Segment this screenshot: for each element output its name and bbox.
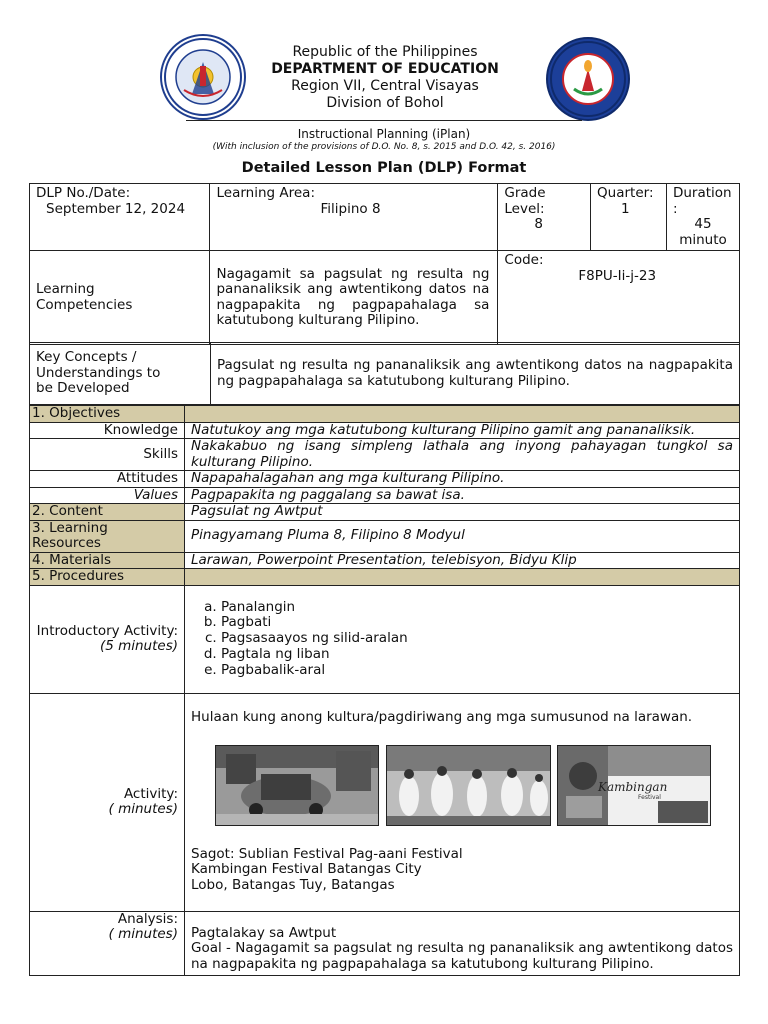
materials-label-cell bbox=[30, 552, 185, 569]
quarter-label: Quarter: bbox=[597, 185, 654, 201]
content-label: 2. Content bbox=[32, 503, 103, 519]
list-item: a. Panalangin bbox=[221, 600, 733, 616]
analysis-title: Pagtalakay sa Awtput bbox=[191, 924, 337, 941]
analysis-cell bbox=[185, 911, 740, 975]
analysis-goal: Goal - Nagagamit sa pagsulat ng resulta ng pananaliksik ang awtentikong datos na nagpapakita ng pagpapahalaga sa katutubong kulturang Pilipino. bbox=[191, 940, 733, 972]
dlp-date-label: DLP No./Date: bbox=[36, 185, 131, 201]
activity-label: Activity: bbox=[123, 785, 178, 802]
competency-code-cell bbox=[498, 251, 740, 345]
content-text: Pagsulat ng Awtput bbox=[191, 503, 323, 519]
materials-text: Larawan, Powerpoint Presentation, telebisyon, Bidyu Klip bbox=[191, 551, 577, 568]
content-cell bbox=[185, 504, 740, 521]
materials-label: 4. Materials bbox=[32, 551, 112, 568]
competencies-text-cell bbox=[210, 251, 498, 345]
quarter-value: 1 bbox=[621, 200, 630, 217]
procedures-heading bbox=[30, 569, 185, 586]
duration-cell bbox=[666, 184, 739, 251]
intro-time: (5 minutes) bbox=[99, 638, 178, 654]
objectives-label: 1. Objectives bbox=[32, 405, 121, 421]
knowledge-label: Knowledge bbox=[103, 421, 178, 438]
activity-prompt: Hulaan kung anong kultura/pagdiriwang ang mga sumusunod na larawan. bbox=[191, 708, 693, 725]
parade-photo-graphic bbox=[216, 746, 378, 825]
duration-value: 45 minuto bbox=[679, 216, 727, 248]
resources-cell bbox=[185, 520, 740, 552]
division-line: Division of Bohol bbox=[326, 95, 444, 111]
deped-seal-logo bbox=[160, 34, 246, 120]
iplan-title: Instructional Planning (iPlan) bbox=[297, 127, 471, 141]
region-line: Region VII, Central Visayas bbox=[291, 78, 479, 94]
intro-cell bbox=[185, 585, 740, 693]
resources-label: 3. Learning Resources bbox=[32, 519, 108, 551]
kambingan-subcaption: Festival bbox=[638, 794, 661, 801]
procedures-label: 5. Procedures bbox=[32, 568, 125, 584]
code-label: Code: bbox=[504, 252, 544, 268]
skills-label: Skills bbox=[143, 445, 178, 462]
skills-text: Nakakabuo ng isang simpleng lathala ang inyong pahayagan tungkol sa kulturang Pilipino. bbox=[191, 438, 733, 470]
header-divider bbox=[186, 120, 582, 121]
content-label-cell bbox=[30, 504, 185, 521]
learning-area-label: Learning Area: bbox=[216, 185, 315, 201]
festival-photo-kambingan bbox=[557, 745, 711, 826]
grade-level-cell bbox=[498, 184, 591, 251]
attitudes-label-cell bbox=[30, 471, 185, 488]
objectives-heading bbox=[30, 406, 185, 423]
key-concepts-text-cell bbox=[211, 343, 740, 405]
grade-level-label: Grade Level: bbox=[504, 185, 546, 217]
dlp-date-cell bbox=[30, 184, 210, 251]
knowledge-label-cell bbox=[30, 422, 185, 439]
skills-cell bbox=[185, 439, 740, 471]
objectives-procedures-table bbox=[29, 405, 740, 976]
list-item: d. Pagtala ng liban bbox=[221, 647, 733, 663]
list-item: c. Pagsasaayos ng silid-aralan bbox=[221, 631, 733, 647]
analysis-label-cell bbox=[30, 911, 185, 975]
division-of-bohol-seal-logo bbox=[546, 37, 630, 121]
activity-label-cell bbox=[30, 693, 185, 911]
iplan-note: (With inclusion of the provisions of D.O. No. 8, s. 2015 and D.O. 42, s. 2016) bbox=[212, 142, 556, 152]
learning-area-value: Filipino 8 bbox=[320, 200, 381, 217]
kambingan-caption: Kambingan bbox=[598, 780, 668, 794]
festival-photo-dancers bbox=[386, 745, 551, 826]
attitudes-text: Napapahalagahan ang mga kulturang Pilipino. bbox=[191, 470, 505, 486]
objectives-heading-fill bbox=[185, 406, 740, 423]
department-line: DEPARTMENT OF EDUCATION bbox=[271, 61, 499, 77]
attitudes-cell bbox=[185, 471, 740, 488]
dlp-date-value: September 12, 2024 bbox=[46, 200, 186, 217]
dlp-format-title: Detailed Lesson Plan (DLP) Format bbox=[241, 160, 527, 176]
division-seal-graphic bbox=[548, 39, 628, 119]
deped-seal-graphic bbox=[162, 36, 244, 118]
key-concepts-label-cell bbox=[30, 343, 211, 405]
republic-line: Republic of the Philippines bbox=[292, 44, 478, 60]
dancers-photo-graphic bbox=[387, 746, 550, 825]
answer-line-1: Sagot: Sublian Festival Pag-aani Festival bbox=[191, 845, 463, 862]
knowledge-cell bbox=[185, 422, 740, 439]
answer-line-3: Lobo, Batangas Tuy, Batangas bbox=[191, 876, 395, 893]
values-text: Pagpapakita ng paggalang sa bawat isa. bbox=[191, 486, 465, 503]
learning-area-cell bbox=[210, 184, 498, 251]
competencies-label: Learning Competencies bbox=[36, 281, 133, 313]
values-label: Values bbox=[133, 486, 178, 503]
agency-header bbox=[240, 44, 530, 112]
list-item: b. Pagbati bbox=[221, 615, 733, 631]
code-value: F8PU-Ii-j-23 bbox=[578, 267, 657, 284]
grade-level-value: 8 bbox=[534, 216, 543, 232]
answer-line-2: Kambingan Festival Batangas City bbox=[191, 860, 422, 877]
values-label-cell bbox=[30, 487, 185, 504]
procedures-heading-fill bbox=[185, 569, 740, 586]
analysis-time: ( minutes) bbox=[108, 926, 178, 942]
skills-label-cell bbox=[30, 439, 185, 471]
resources-text: Pinagyamang Pluma 8, Filipino 8 Modyul bbox=[191, 527, 465, 544]
duration-label: Duration : bbox=[672, 185, 732, 217]
dlp-info-table bbox=[29, 183, 740, 345]
knowledge-text: Natutukoy ang mga katutubong kulturang Pilipino gamit ang pananaliksik. bbox=[191, 421, 696, 438]
competencies-text: Nagagamit sa pagsulat ng resulta ng pananaliksik ang awtentikong datos na nagpapakita ng pagpapahalaga sa katutubong kulturang Pilipino. bbox=[216, 265, 490, 328]
analysis-label: Analysis: bbox=[117, 910, 178, 927]
competencies-label-cell bbox=[30, 251, 210, 345]
values-cell bbox=[185, 487, 740, 504]
key-concepts-text: Pagsulat ng resulta ng pananaliksik ang awtentikong datos na nagpapakita ng pagpapahalaga sa katutubong kulturang Pilipino. bbox=[217, 357, 733, 389]
resources-label-cell bbox=[30, 520, 185, 552]
materials-cell bbox=[185, 552, 740, 569]
intro-label-cell bbox=[30, 585, 185, 693]
list-item: e. Pagbabalik-aral bbox=[221, 663, 733, 679]
key-concepts-label: Key Concepts / Understandings to be Developed bbox=[36, 349, 161, 397]
festival-photo-parade bbox=[215, 745, 379, 826]
key-concepts-table bbox=[29, 342, 740, 405]
attitudes-label: Attitudes bbox=[116, 470, 178, 486]
intro-activity-list bbox=[191, 600, 733, 679]
quarter-cell bbox=[591, 184, 667, 251]
intro-label: Introductory Activity: bbox=[36, 622, 178, 639]
activity-time: ( minutes) bbox=[108, 801, 178, 817]
